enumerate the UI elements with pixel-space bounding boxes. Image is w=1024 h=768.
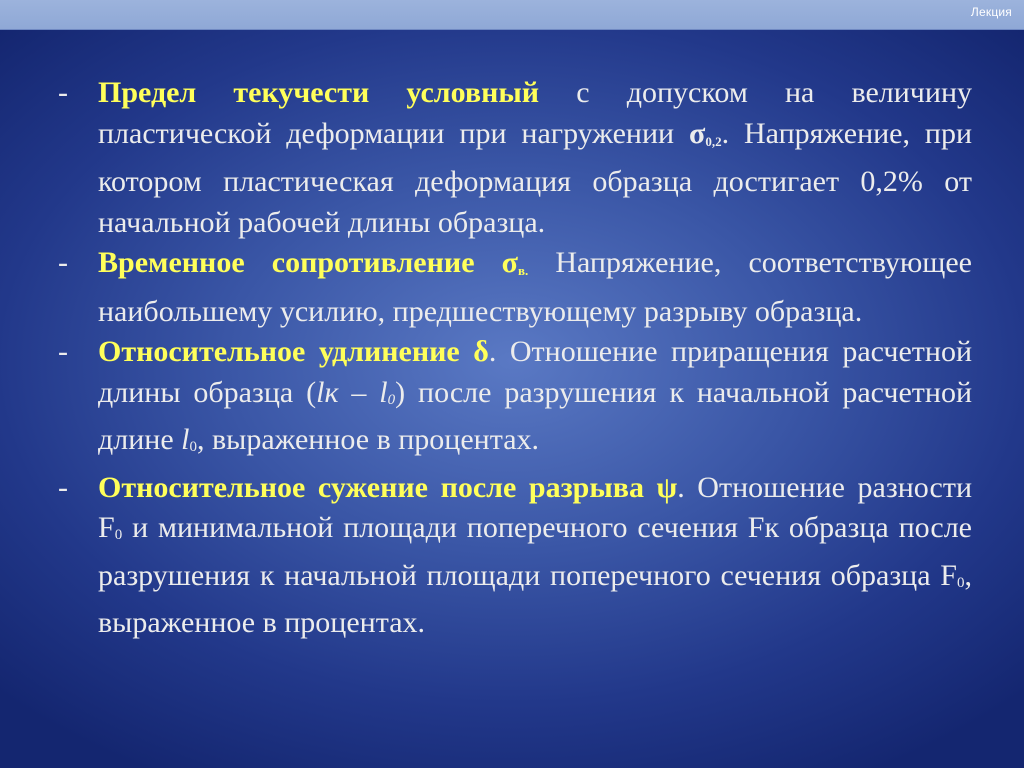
slide-content: [58, 73, 972, 644]
definition-text: . Напряжение, при котором пластическая деформация образца достигает 0,2% от начальной рабочей длины образца.: [98, 116, 973, 239]
definition-item-yield-strength: [58, 73, 972, 243]
length-variable: lк – l: [316, 375, 388, 409]
definition-text: ) после разрушения к начальной расчетной длине: [98, 375, 972, 456]
section-label: Лекция: [970, 5, 1012, 19]
definition-item-elongation: [58, 332, 972, 468]
term-elongation: Относительное удлинение δ: [98, 335, 489, 368]
area-subscript: 0: [114, 527, 123, 543]
term-reduction-of-area: Относительное сужение после разрыва ψ: [98, 470, 678, 504]
term-yield-strength: Предел текучести условный: [98, 76, 540, 109]
list-dash: -: [58, 76, 68, 109]
sigma-subscript: 0,2: [705, 133, 722, 149]
top-header-strip: [0, 0, 1024, 30]
variable-subscript: 0: [189, 439, 198, 455]
definition-text: и минимальной площади поперечного сечения Fк образца после разрушения к начальной площади поперечного сечения образца F: [98, 511, 972, 592]
sigma-symbol: σ: [689, 116, 706, 150]
length-variable: l: [181, 423, 190, 456]
list-dash: -: [58, 246, 68, 279]
definition-text: , выраженное в процентах.: [197, 423, 540, 456]
definition-text: с допуском на величину пластической деформации при нагружении: [98, 76, 972, 150]
definition-text: Напряжение, соответствующее наибольшему усилию, предшествующему разрыву образца.: [98, 246, 972, 328]
list-dash: -: [58, 470, 68, 504]
definition-item-tensile-strength: [58, 243, 972, 332]
definition-text: . Отношение приращения расчетной длины образца (: [98, 335, 972, 409]
variable-subscript: 0: [387, 391, 396, 408]
definition-item-reduction-of-area: [58, 468, 972, 644]
area-subscript: 0: [957, 574, 965, 591]
term-tensile-strength: Временное сопротивление σ: [98, 246, 518, 279]
definition-text: . Отношение разности F: [98, 470, 973, 544]
sigma-subscript: в.: [517, 263, 529, 278]
list-dash: -: [58, 335, 68, 368]
definition-text: , выраженное в процентах.: [98, 558, 972, 639]
